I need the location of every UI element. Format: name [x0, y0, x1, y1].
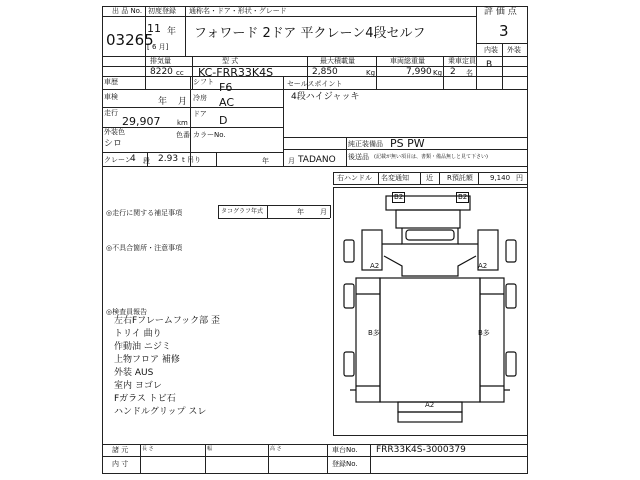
damage-mark-a2-right: A2	[478, 262, 488, 270]
registration-label: 登録No.	[332, 460, 358, 468]
height-label: 高 さ	[270, 446, 282, 452]
after-delivery-label: 後送品	[348, 153, 369, 161]
year-unit: 年	[167, 27, 177, 37]
crane-maker: TADANO	[298, 155, 336, 165]
capacity-label: 乗車定員	[448, 57, 476, 65]
displacement-label: 排気量	[150, 57, 171, 65]
mileage: 29,907	[122, 115, 161, 128]
damage-mark-a2-left: A2	[370, 262, 380, 270]
defects-label: ◎不具合箇所・注意事項	[106, 244, 183, 252]
inner-size-label: 内 寸	[112, 460, 129, 468]
kg-unit-2: Kg	[433, 69, 443, 77]
crane-year: 年	[262, 157, 269, 165]
interior-label: 内装	[484, 46, 498, 54]
report-line-7: Fガラス トビ石	[114, 394, 176, 404]
report-line-1: 左右Fフレームフック部 歪	[114, 316, 221, 326]
report-line-6: 室内 ヨゴレ	[114, 381, 162, 391]
damage-mark-a2-rear: A2	[425, 401, 435, 409]
name-change-label: 名変通知	[381, 174, 409, 182]
crane-capacity-unit: t 吊り	[182, 156, 201, 164]
color-number: カラーNo.	[193, 131, 226, 139]
model-code: KC-FRR33K4S	[198, 66, 274, 79]
chassis-label: 車台No.	[332, 446, 358, 454]
lot-number: 03265	[106, 31, 154, 49]
recycle-label: R預託額	[447, 174, 473, 182]
shaken-label: 車検	[104, 93, 118, 101]
equipment-label: 純正装備品	[348, 140, 383, 148]
shift-value: F6	[219, 81, 233, 94]
crane-month: 月	[288, 157, 295, 165]
door-value: D	[219, 114, 228, 127]
truck-body-diagram	[340, 190, 520, 432]
gross-weight-label: 車両総重量	[390, 57, 425, 65]
kg-unit-1: Kg	[366, 69, 376, 77]
specs-label: 諸 元	[112, 446, 129, 454]
car-name: フォワード 2ドア 平クレーン4段セルフ	[194, 26, 426, 41]
color-value: シロ	[104, 139, 123, 149]
capacity: 2	[450, 67, 456, 77]
interior-grade: B	[486, 60, 493, 70]
car-history-label: 車歴	[104, 78, 118, 86]
damage-mark-b2-right: B2	[458, 193, 468, 201]
capacity-unit: 名	[466, 69, 473, 77]
report-line-2: トリイ 曲り	[114, 329, 162, 339]
mileage-note-label: ◎走行に関する補足事項	[106, 209, 183, 217]
gross-weight: 7,990	[406, 67, 432, 77]
displacement: 8220	[150, 67, 173, 77]
tachograph-month: 月	[320, 208, 327, 216]
after-delivery-note: (記載が無い項目は、書類・備品無しと見て下さい)	[374, 154, 488, 160]
lot-number-label: 出 品 No.	[112, 7, 143, 15]
crane-label: クレーン	[104, 156, 132, 164]
shift-label: シフト	[193, 78, 214, 86]
ac-value: AC	[219, 96, 235, 109]
crane-steps-unit: 段	[143, 157, 150, 165]
name-change-value: 近	[426, 174, 433, 182]
recycle-value: 9,140	[490, 174, 511, 182]
mileage-unit: km	[177, 119, 188, 127]
damage-mark-b-many-right: B多	[478, 329, 490, 337]
inspector-report-label: ◎検査員報告	[106, 308, 148, 316]
car-name-label: 通称名・ドア・形状・グレード	[189, 7, 287, 15]
max-load-label: 最大積載量	[320, 57, 355, 65]
max-load: 2,850	[312, 67, 338, 77]
door-label: ドア	[193, 110, 207, 118]
equipment-value: PS PW	[390, 137, 425, 150]
first-registration-label: 初度登録	[148, 7, 176, 15]
mileage-label: 走行	[104, 109, 118, 117]
tachograph-label: タコグラフ年式	[221, 208, 264, 215]
crane-steps: 4	[130, 154, 136, 164]
score: 3	[499, 22, 509, 40]
yen-unit: 円	[516, 174, 523, 182]
score-label: 評 価 点	[484, 7, 517, 17]
cc-unit: cc	[176, 69, 184, 77]
color-label: 外装色	[104, 128, 125, 136]
report-line-8: ハンドルグリップ スレ	[114, 407, 207, 417]
chassis-number: FRR33K4S-3000379	[376, 445, 466, 455]
first-registration-year: 11	[147, 22, 161, 35]
length-label: 長 さ	[142, 446, 154, 452]
exterior-label: 外装	[507, 46, 521, 54]
report-line-4: 上物フロア 補修	[114, 355, 180, 365]
crane-capacity: 2.93	[158, 154, 179, 164]
shaken-month: 月	[178, 97, 188, 107]
damage-mark-b2-left: B2	[394, 193, 404, 201]
sales-point: 4段ハイジャッキ	[291, 92, 360, 102]
damage-mark-b-many-left: B多	[368, 329, 380, 337]
report-line-5: 外装 AUS	[114, 368, 154, 378]
width-label: 幅	[207, 446, 213, 452]
right-handle-label: 右ハンドル	[337, 174, 372, 182]
report-line-3: 作動油 ニジミ	[114, 342, 171, 352]
model-label: 型 式	[222, 57, 239, 65]
sales-point-label: セールスポイント	[287, 80, 343, 88]
shaken-year: 年	[158, 97, 168, 107]
color-number-label: 色番	[176, 131, 190, 139]
tachograph-year: 年	[297, 208, 304, 216]
first-registration-month: [ 6 月]	[147, 43, 169, 51]
ac-label: 冷房	[193, 94, 207, 102]
